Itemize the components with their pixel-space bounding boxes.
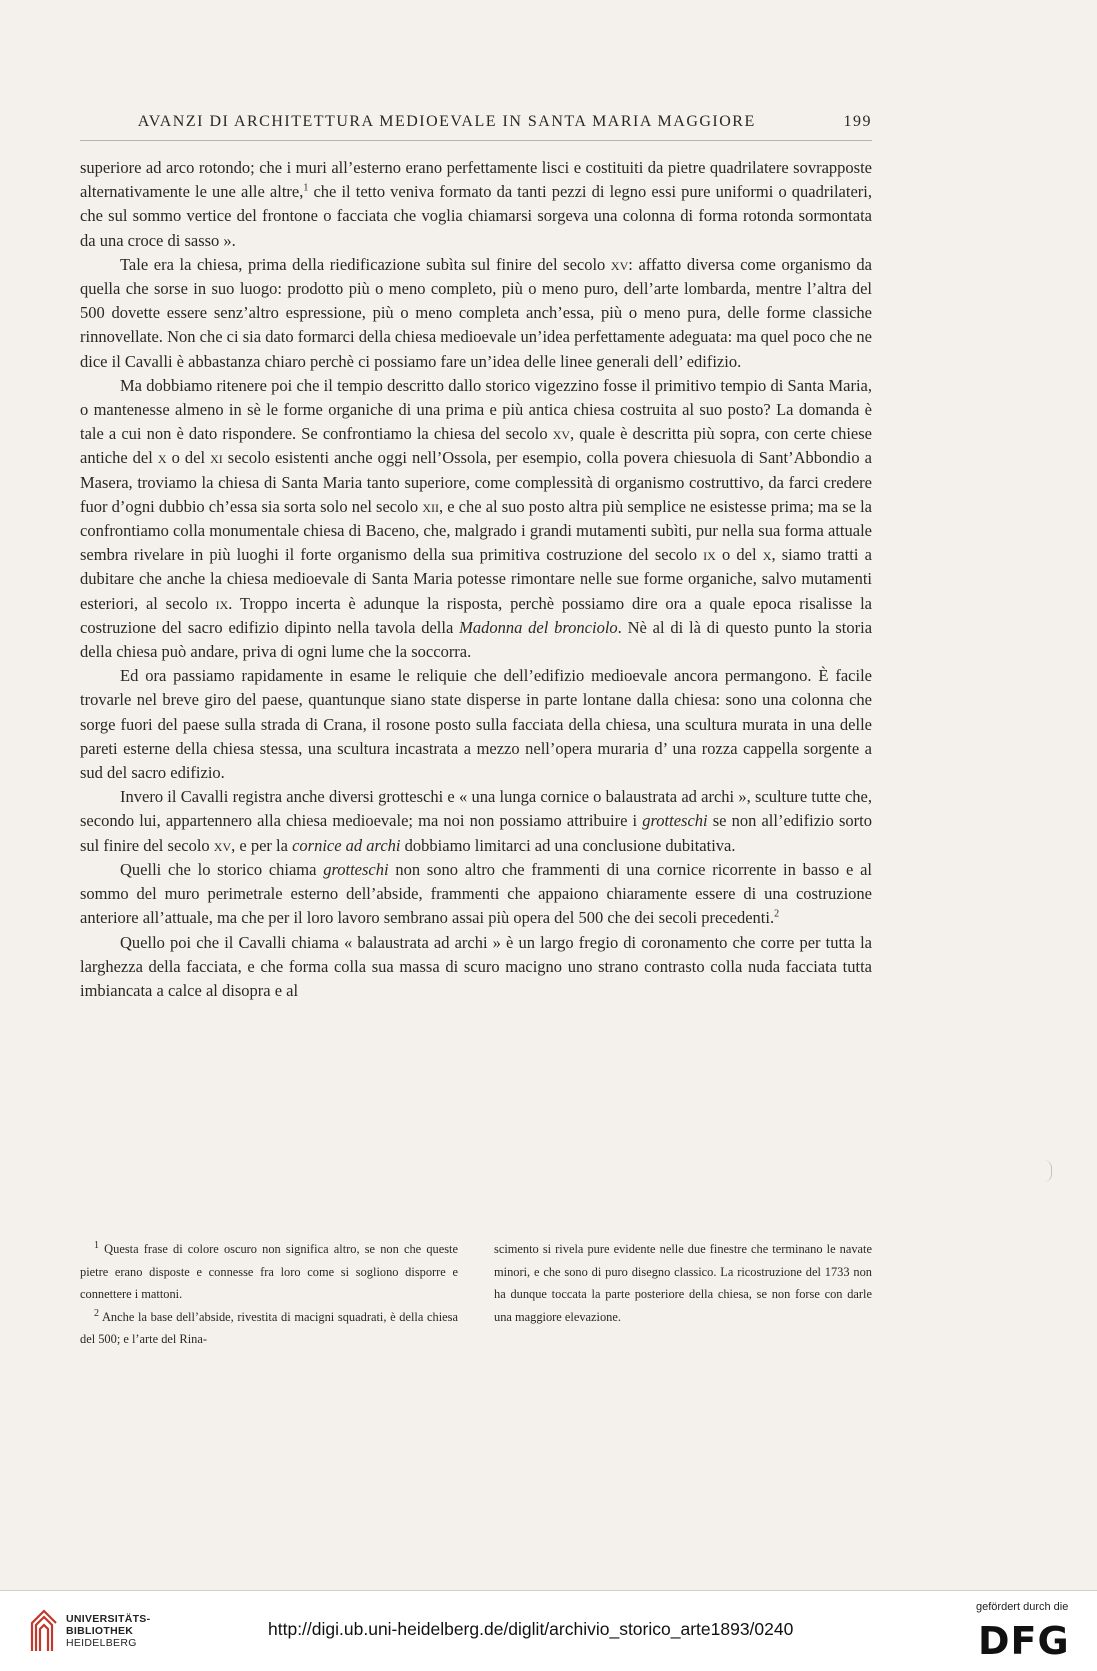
paragraph-text: Tale era la chiesa, prima della riedificazione subìta sul finire del secolo [120,254,611,274]
paragraph-text: o del [166,448,211,468]
paragraph-text: . Nè al di là di questo punto la storia della chiesa può andare, priva di ogni lume che la soccorra. [80,617,873,662]
library-name-line: BIBLIOTHEK [66,1625,134,1637]
footnotes-left-column [80,1238,458,1351]
body-text [80,156,872,1003]
paragraph-text: , siamo tratti a dubitare che anche la chiesa medioevale di Santa Maria potesse rimontare nelle sue forme organiche, salvo mutamenti esteriori, al secolo [80,545,872,613]
paragraph-text: . Troppo incerta è adunque la risposta, perchè possiamo dire ora a quale epoca risalisse la costruzione del sacro edifizio dipinto nella tavola della [80,593,872,637]
paragraph-text: , e per la [231,835,293,855]
university-library-name [66,1613,150,1649]
footnote-ref-2: 2 [774,908,780,920]
paragraph-4: Ed ora passiamo rapidamente in esame le reliquie che dell’edifizio medioevale ancora permangono. È facile trovarle nel breve giro del paese, quantunque siano state disperse in parte lontane dalla chiesa: sono una colonna che sorge fuori del paese sulla strada di Crana, il rosone posto sulla facciata della chiesa, una scultura murata in una delle pareti esterne della chiesa stessa, una scultura incastrata a mezzo nell’opera muraria d’ una rozza cappella sorgente a sud del sacro edifizio. [80,666,872,783]
century-numeral: x [157,448,167,468]
running-head [80,113,872,131]
paragraph-text: Ma dobbiamo ritenere poi che il tempio descritto dallo storico vigezzino fosse il primitivo tempio di Santa Maria, o mantenesse almeno in sè le forme organiche di una prima e più antica chiesa costruita al suo posto? La domanda è tale a cui non è dato rispondere. Se confrontiamo la chiesa del secolo [80,375,872,444]
footnote-text: Questa frase di colore oscuro non significa altro, se non che queste pietre erano disposte e connesse fra loro come si sogliono disporre e connettere i mattoni. [80,1242,458,1301]
footnote-1 [80,1238,458,1306]
footnote-2-continued: scimento si rivela pure evidente nelle due finestre che terminano le navate minori, e che sono di puro disegno classico. La ricostruzione del 1733 non ha dunque toccata la parte posteriore della chiesa, se non forse con darle una maggiore elevazione. [494,1242,872,1324]
paragraph-text: : affatto diversa come organismo da quella che sorse in suo luogo: prodotto più o meno completo, più o meno puro, dell’arte lombarda, mentre l’altra del 500 dovette essere senz’altro espressione, più o meno completa anch’essa, più o meno pura, delle forme classiche rinnovellate. Non che ci sia dato formarci della chiesa medioevale un’idea perfettamente adeguata: ma quel poco che ne dice il Cavalli è abbastanza chiaro perchè ci possiamo fare un’idea delle linee generali dell’ edifizio. [80,254,873,371]
paragraph-text: superiore ad arco rotondo; che i muri all’esterno erano perfettamente lisci e costituiti da pietre quadrilatere sovrapposte alternativamente le une alle altre, [80,158,872,202]
paragraph-3 [80,374,872,664]
paragraph-text: che il tetto veniva formato da tanti pezzi di legno essi pure uniformi o quadrilateri, che sul sommo vertice del frontone o facciata che voglia chiamarsi sorgeva una colonna di forma rotonda sormontata da una croce di sasso ». [80,182,872,250]
footnotes-right-column [494,1238,872,1351]
paragraph-1 [80,156,872,253]
century-numeral: x [762,545,772,565]
paragraph-text: Quelli che lo storico chiama [120,859,324,879]
paragraph-text: secolo esistenti anche oggi nell’Ossola, per esempio, colla povera chiesuola di Sant’Abbondio a Masera, troviamo la chiesa di Santa Maria tanto superiore, come complessità di organismo costruttivo, da farci credere fuor d’ogni dubbio ch’essa sia sorta solo nel secolo [80,448,872,516]
digitization-footer [0,1590,1097,1671]
library-name-line: UNIVERSITÄTS- [66,1613,151,1625]
permalink-url[interactable]: http://digi.ub.uni-heidelberg.de/diglit/archivio_storico_arte1893/0240 [268,1619,794,1639]
paragraph-text: dobbiamo limitarci ad una conclusione dubitativa. [400,835,736,855]
paragraph-7: Quello poi che il Cavalli chiama « balaustrata ad archi » è un largo fregio di coronamento che corre per tutta la larghezza della facciata, e che forma colla sua massa di scuro macigno uno strano contrasto colla nuda facciata tutta imbiancata a calce al disopra e al [80,932,872,1000]
footnote-ref-1: 1 [303,182,309,194]
paragraph-text: , e che al suo posto altra più semplice ne esistesse prima; ma se la confrontiamo colla monumentale chiesa di Baceno, che, malgrado i grandi mutamenti subìti, pur nella sua forma attuale sembra rivelare in più luoghi il forte organismo della sua primitiva costruzione del secolo [80,496,872,565]
footnote-text: Anche la base dell’abside, rivestita di macigni squadrati, è della chiesa del 500; e l’arte del Rina- [80,1309,458,1346]
century-numeral: xi [210,448,223,468]
emphasis: grotteschi [323,859,389,879]
paragraph-text: non sono altro che frammenti di una cornice ricorrente in basso e al sommo del muro perimetrale esterno dell’abside, frammenti che appaiono chiaramente essere di una costruzione anteriore all’attuale, ma che per il loro lavoro sembrano assai più opera del 500 che dei secoli precedenti. [80,859,872,928]
header-rule [80,140,872,141]
page-number: 199 [843,113,872,130]
footnote-number: 1 [94,1239,99,1251]
margin-mark [1043,1160,1052,1182]
century-numeral: xv [552,424,571,444]
dfg-logo-icon[interactable]: DFG [978,1619,1070,1663]
paragraph-text: se non all’edifizio sorto sul finire del secolo [80,811,872,855]
paragraph-text: o del [715,545,763,565]
footnote-2 [80,1306,458,1351]
artwork-title: Madonna del bronciolo [459,617,618,637]
running-head-title: AVANZI DI ARCHITETTURA MEDIOEVALE IN SANTA MARIA MAGGIORE [137,113,756,130]
emphasis: cornice ad archi [292,835,401,855]
paragraph-5 [80,785,872,858]
funding-caption: gefördert durch die [976,1601,1069,1613]
paragraph-6 [80,858,872,931]
century-numeral: xv [610,254,629,274]
century-numeral: xii [422,496,439,516]
footnotes [80,1238,872,1351]
paragraph-text: , quale è descritta più sopra, con certe chiese antiche del [80,424,872,468]
paragraph-2 [80,253,872,374]
footnote-number: 2 [94,1307,99,1319]
paragraph-text: Invero il Cavalli registra anche diversi grotteschi e « una lunga cornice o balaustrata ad archi », sculture tutte che, secondo lui, appartennero alla chiesa medioevale; ma noi non possiamo attribuire i [80,787,872,831]
century-numeral: ix [703,545,716,565]
century-numeral: xv [213,835,232,855]
emphasis: grotteschi [642,811,708,831]
century-numeral: ix [215,593,229,613]
heidelberg-library-logo-icon[interactable] [28,1605,60,1655]
library-name-line: HEIDELBERG [66,1637,137,1649]
